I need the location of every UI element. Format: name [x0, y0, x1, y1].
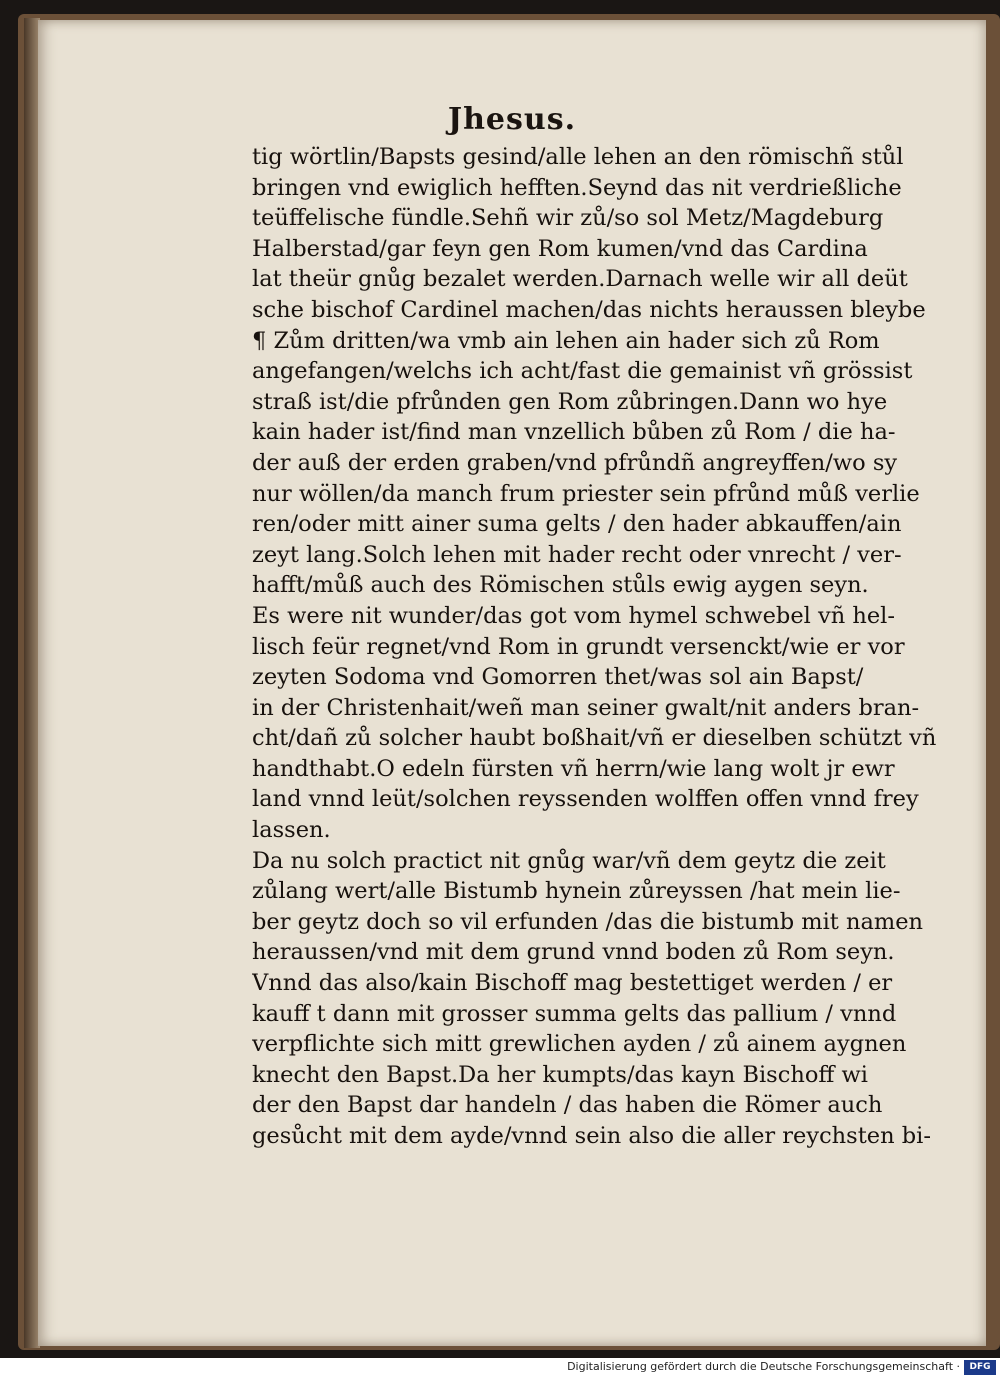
text-line: in der Christenhait/weñ man seiner gwalt/nit anders bran-: [252, 694, 920, 721]
text-line: zeyten Sodoma vnd Gomorren thet/was sol ain Bapst/: [252, 664, 864, 691]
text-line: land vnnd leüt/solchen reyssenden wolffen offen vnnd frey: [252, 786, 919, 813]
text-line: hafft/můß auch des Römischen stůls ewig aygen seyn.: [252, 572, 869, 599]
text-line: nur wöllen/da manch frum priester sein pfrůnd můß verlie: [252, 480, 920, 507]
text-line: ber geytz doch so vil erfunden /das die bistumb mit namen: [252, 908, 924, 935]
text-line: ¶ Zům dritten/wa vmb ain lehen ain hader sich zů Rom: [252, 327, 880, 354]
text-line: handthabt.O edeln fürsten vñ herrn/wie lang wolt jr ewr: [252, 755, 895, 782]
text-line: Halberstad/gar feyn gen Rom kumen/vnd das Cardina: [252, 235, 868, 262]
footer-bar: [0, 1358, 1000, 1378]
text-line: sche bischof Cardinel machen/das nichts heraussen bleybe: [252, 296, 926, 323]
text-line: angefangen/welchs ich acht/fast die gemainist vñ grössist: [252, 358, 913, 385]
text-line: straß ist/die pfrůnden gen Rom zůbringen.Dann wo hye: [252, 388, 888, 415]
text-line: teüffelische fündle.Sehñ wir zů/so sol Metz/Magdeburg: [252, 205, 884, 232]
text-line: lassen.: [252, 817, 331, 844]
text-line: knecht den Bapst.Da her kumpts/das kayn Bischoff wi: [252, 1061, 868, 1088]
text-line: kauff t dann mit grosser summa gelts das pallium / vnnd: [252, 1000, 897, 1027]
text-line: tig wörtlin/Bapsts gesind/alle lehen an den römischñ stůl: [252, 144, 904, 170]
text-line: lisch feür regnet/vnd Rom in grundt versenckt/wie er vor: [252, 633, 905, 660]
text-line: der den Bapst dar handeln / das haben die Römer auch: [252, 1092, 883, 1119]
page-header: Jhesus.: [447, 102, 577, 137]
text-line: cht/dañ zů solcher haubt boßhait/vñ er dieselben schützt vñ: [252, 725, 937, 752]
text-line: ren/oder mitt ainer suma gelts / den hader abkauffen/ain: [252, 511, 902, 538]
text-line: gesůcht mit dem ayde/vnnd sein also die aller reychsten bi-: [252, 1123, 931, 1149]
text-line: Vnnd das also/kain Bischoff mag bestettiget werden / er: [252, 970, 893, 997]
text-line: heraussen/vnd mit dem grund vnnd boden zů Rom seyn.: [252, 939, 895, 966]
page-text-block: [252, 142, 972, 1152]
funding-credit: Digitalisierung gefördert durch die Deutsche Forschungsgemeinschaft ·: [567, 1360, 960, 1373]
text-line: lat theür gnůg bezalet werden.Darnach welle wir all deüt: [252, 266, 908, 293]
text-line: Da nu solch practict nit gnůg war/vñ dem geytz die zeit: [252, 847, 886, 874]
book-page: [38, 20, 986, 1346]
text-line: zůlang wert/alle Bistumb hynein zůreyssen /hat mein lie-: [252, 878, 901, 905]
text-line: verpflichte sich mitt grewlichen ayden / zů ainem aygnen: [252, 1031, 907, 1058]
text-line: zeyt lang.Solch lehen mit hader recht oder vnrecht / ver-: [252, 541, 902, 568]
text-line: der auß der erden graben/vnd pfrůndñ angreyffen/wo sy: [252, 449, 898, 476]
text-line: kain hader ist/find man vnzellich bůben zů Rom / die ha-: [252, 419, 896, 446]
text-line: Es were nit wunder/das got vom hymel schwebel vñ hel-: [252, 602, 895, 629]
text-line: bringen vnd ewiglich hefften.Seynd das nit verdrießliche: [252, 174, 902, 201]
dfg-logo: DFG: [964, 1360, 996, 1375]
